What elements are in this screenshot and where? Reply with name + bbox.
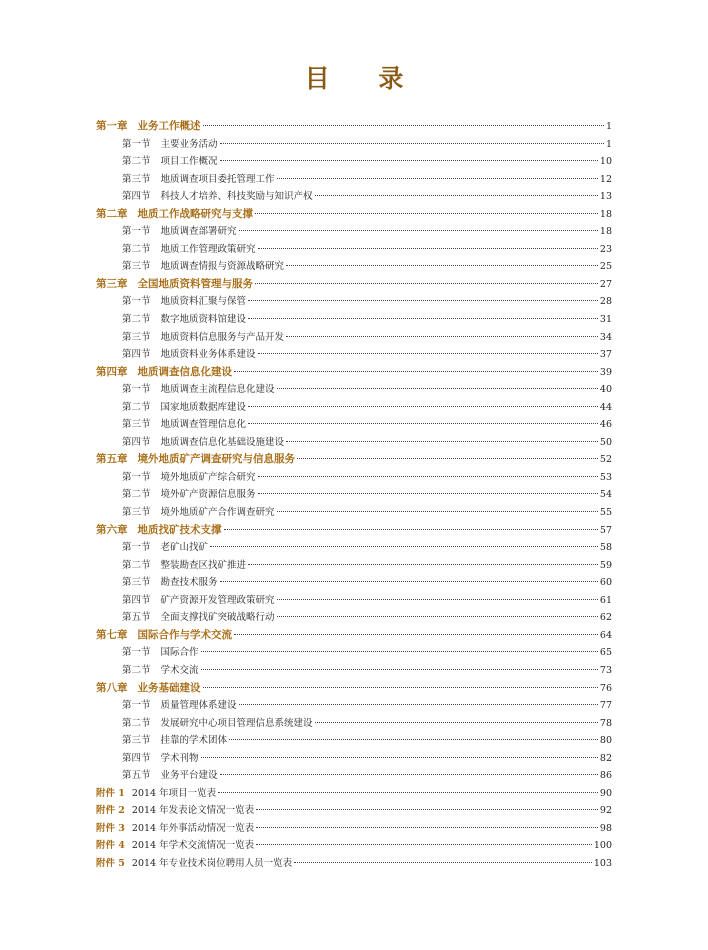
toc-section-row[interactable] [96,381,612,399]
toc-section-row[interactable] [96,136,612,154]
toc-chapter-row[interactable] [96,680,612,698]
toc-entry-label [122,574,218,592]
dot-leader [277,388,598,389]
toc-entry-label [96,680,201,698]
toc-page-number: 37 [599,349,612,361]
toc-entry-label [122,416,246,434]
toc-page-number: 57 [599,524,612,536]
toc-entry-number: 第一节 [122,384,151,396]
toc-entry-number: 第二节 [122,664,151,676]
toc-chapter-row[interactable] [96,451,612,469]
toc-entry-number: 附件 2 [96,805,125,817]
toc-entry-number: 第三节 [122,173,151,185]
dot-leader [218,792,598,793]
toc-page-number: 55 [599,507,612,519]
toc-entry-number: 附件 1 [96,787,125,799]
toc-page-number: 10 [599,156,612,168]
toc-entry-number: 第一节 [122,138,151,150]
toc-entry-title: 业务工作概述 [137,120,201,132]
toc-entry-number: 第四节 [122,191,151,203]
toc-entry-label [96,802,254,820]
dot-leader [277,178,598,179]
toc-entry-title: 地质资料汇聚与保管 [160,296,247,308]
toc-page-number: 52 [599,454,612,466]
toc-entry-label [122,434,284,452]
toc-section-row[interactable] [96,241,612,259]
toc-entry-label [122,644,199,662]
toc-entry-title: 矿产资源开发管理政策研究 [160,594,275,606]
toc-page-number: 54 [599,489,612,501]
toc-section-row[interactable] [96,311,612,329]
toc-section-row[interactable] [96,609,612,627]
toc-section-row[interactable] [96,346,612,364]
toc-entry-label [122,329,284,347]
toc-section-row[interactable] [96,767,612,785]
toc-entry-title: 地质工作战略研究与支撑 [137,207,253,220]
toc-entry-number: 第二节 [122,559,151,571]
toc-entry-label [96,627,232,645]
toc-page-number: 31 [599,314,612,326]
toc-entry-number: 第三节 [122,577,151,589]
toc-page-number: 82 [599,752,612,764]
dot-leader [256,844,592,845]
toc-entry-label [96,820,254,838]
toc-entry-label [122,188,313,206]
dot-leader [234,371,598,372]
dot-leader [201,669,598,670]
toc-entry-number: 第二节 [122,243,151,255]
toc-entry-number: 第五节 [122,770,151,782]
toc-entry-number: 第一节 [122,647,151,659]
page-title: 目 录 [304,64,424,93]
toc-appendix-row[interactable] [96,785,612,803]
table-of-contents [96,118,612,873]
toc-entry-title: 地质调查管理信息化 [160,419,247,431]
toc-section-row[interactable] [96,539,612,557]
toc-entry-number: 第四节 [122,594,151,606]
dot-leader [315,722,598,723]
toc-entry-title: 勘查技术服务 [160,577,218,589]
toc-section-row[interactable] [96,223,612,241]
toc-entry-title: 学术交流 [160,664,199,676]
toc-entry-label [122,346,256,364]
toc-entry-label [96,837,254,855]
dot-leader [229,739,598,740]
toc-page-number: 34 [599,331,612,343]
toc-page-number: 13 [599,191,612,203]
dot-leader [239,704,598,705]
toc-entry-label [96,276,253,294]
dot-leader [255,283,598,284]
toc-page-number: 103 [593,857,612,869]
toc-entry-number: 第二节 [122,156,151,168]
toc-chapter-row[interactable] [96,118,612,136]
toc-page-number: 76 [599,682,612,694]
dot-leader [286,265,598,266]
toc-section-row[interactable] [96,486,612,504]
toc-entry-title: 老矿山找矿 [160,542,209,554]
toc-page-number: 27 [599,278,612,290]
toc-entry-title: 国际合作 [160,647,199,659]
toc-entry-title: 地质工作管理政策研究 [160,243,256,255]
toc-page-number: 12 [599,173,612,185]
toc-entry-title: 数字地质资料馆建设 [160,314,247,326]
toc-entry-number: 第四节 [122,436,151,448]
toc-entry-number: 第四章 [96,365,128,378]
toc-page-number: 62 [599,612,612,624]
toc-appendix-row[interactable] [96,855,612,873]
toc-entry-title: 科技人才培养、科技奖励与知识产权 [160,191,313,203]
toc-page-number: 59 [599,559,612,571]
toc-appendix-row[interactable] [96,837,612,855]
toc-entry-number: 第四节 [122,349,151,361]
toc-page-number: 100 [593,840,612,852]
dot-leader [239,230,598,231]
toc-entry-title: 国家地质数据库建设 [160,401,247,413]
dot-leader [286,336,598,337]
toc-chapter-row[interactable] [96,276,612,294]
toc-entry-number: 第三节 [122,419,151,431]
dot-leader [201,651,598,652]
toc-page-number: 1 [605,121,612,132]
toc-entry-number: 第三节 [122,735,151,747]
toc-entry-label [122,557,246,575]
toc-entry-label [122,750,199,768]
toc-entry-title: 2014 年专业技术岗位聘用人员一览表 [131,857,293,869]
toc-section-row[interactable] [96,697,612,715]
toc-entry-title: 2014 年发表论文情况一览表 [131,805,255,817]
toc-chapter-row[interactable] [96,522,612,540]
toc-entry-number: 第六章 [96,523,128,536]
toc-entry-label [96,785,216,803]
toc-page-number: 92 [599,805,612,817]
toc-entry-number: 第七章 [96,628,128,641]
toc-entry-title: 境外地质矿产调查研究与信息服务 [137,453,295,466]
dot-leader [258,353,598,354]
dot-leader [294,862,592,863]
toc-entry-title: 地质调查项目委托管理工作 [160,173,275,185]
toc-entry-label [122,311,246,329]
toc-appendix-row[interactable] [96,802,612,820]
toc-section-row[interactable] [96,171,612,189]
toc-entry-label [122,258,284,276]
toc-entry-label [122,153,218,171]
toc-entry-number: 第五节 [122,612,151,624]
toc-section-row[interactable] [96,750,612,768]
dot-leader [203,687,598,688]
dot-leader [220,774,598,775]
toc-entry-number: 附件 4 [96,840,125,852]
toc-entry-title: 境外地质矿产合作调查研究 [160,507,275,519]
toc-section-row[interactable] [96,557,612,575]
dot-leader [220,143,604,144]
toc-section-row[interactable] [96,644,612,662]
dot-leader [248,564,598,565]
toc-page-number: 40 [599,384,612,396]
toc-entry-title: 地质调查信息化建设 [137,365,232,378]
toc-entry-label [122,136,218,154]
dot-leader [258,493,598,494]
toc-page-number: 18 [599,226,612,238]
toc-page-number: 25 [599,261,612,273]
toc-section-row[interactable] [96,574,612,592]
toc-section-row[interactable] [96,258,612,276]
toc-entry-title: 业务基础建设 [137,681,201,694]
dot-leader [224,529,598,530]
toc-entry-number: 第二节 [122,489,151,501]
toc-entry-number: 第一节 [122,471,151,483]
dot-leader [248,318,598,319]
toc-entry-number: 第一章 [96,120,128,132]
toc-entry-title: 全国地质资料管理与服务 [137,277,253,290]
toc-entry-title: 挂靠的学术团体 [160,735,228,747]
toc-entry-number: 第五章 [96,453,128,466]
toc-section-row[interactable] [96,399,612,417]
toc-section-row[interactable] [96,153,612,171]
toc-section-row[interactable] [96,592,612,610]
toc-page-number: 90 [599,787,612,799]
toc-entry-label [96,522,222,540]
toc-page-number: 23 [599,243,612,255]
toc-entry-label [96,364,232,382]
toc-entry-title: 2014 年学术交流情况一览表 [131,840,255,852]
toc-entry-label [122,732,227,750]
toc-entry-label [122,381,275,399]
toc-entry-label [122,592,275,610]
toc-page-number: 64 [599,629,612,641]
toc-entry-title: 境外矿产资源信息服务 [160,489,256,501]
dot-leader [256,809,598,810]
toc-entry-label [96,118,201,136]
toc-section-row[interactable] [96,715,612,733]
toc-entry-number: 附件 3 [96,822,125,834]
toc-entry-number: 第三节 [122,507,151,519]
toc-entry-number: 第四节 [122,752,151,764]
toc-entry-title: 整装勘查区找矿推进 [160,559,247,571]
toc-page-number: 28 [599,296,612,308]
toc-section-row[interactable] [96,469,612,487]
dot-leader [286,441,598,442]
toc-entry-number: 第一节 [122,296,151,308]
toc-entry-title: 项目工作概况 [160,156,218,168]
toc-entry-title: 业务平台建设 [160,770,218,782]
toc-page-number: 73 [599,664,612,676]
toc-page-number: 80 [599,735,612,747]
toc-entry-title: 地质调查主流程信息化建设 [160,384,275,396]
toc-entry-label [122,697,237,715]
toc-page-number: 50 [599,436,612,448]
toc-section-row[interactable] [96,329,612,347]
toc-entry-label [122,223,237,241]
dot-leader [248,423,598,424]
toc-entry-title: 全面支撑找矿突破战略行动 [160,612,275,624]
toc-section-row[interactable] [96,434,612,452]
toc-appendix-row[interactable] [96,820,612,838]
toc-entry-number: 第一节 [122,226,151,238]
toc-entry-label [122,469,256,487]
dot-leader [277,511,598,512]
toc-entry-number: 第八章 [96,681,128,694]
toc-entry-label [122,609,275,627]
toc-entry-title: 发展研究中心项目管理信息系统建设 [160,717,313,729]
toc-page-number: 58 [599,542,612,554]
toc-page-number: 1 [605,138,612,150]
toc-section-row[interactable] [96,662,612,680]
toc-page-number: 46 [599,419,612,431]
toc-section-row[interactable] [96,188,612,206]
dot-leader [256,827,598,828]
toc-entry-label [122,715,313,733]
toc-entry-number: 第三节 [122,331,151,343]
dot-leader [248,406,598,407]
dot-leader [277,616,598,617]
toc-entry-label [122,486,256,504]
toc-entry-label [96,451,295,469]
toc-entry-title: 学术刊物 [160,752,199,764]
dot-leader [277,599,598,600]
dot-leader [255,213,598,214]
dot-leader [220,160,598,161]
dot-leader [258,476,598,477]
dot-leader [315,195,598,196]
toc-entry-title: 2014 年外事活动情况一览表 [131,822,255,834]
toc-page-number: 60 [599,577,612,589]
toc-page-number: 65 [599,647,612,659]
dot-leader [248,300,598,301]
toc-page-number: 86 [599,770,612,782]
toc-entry-title: 地质找矿技术支撑 [137,523,222,536]
toc-chapter-row[interactable] [96,206,612,224]
toc-page-number: 77 [599,700,612,712]
toc-entry-title: 境外地质矿产综合研究 [160,471,256,483]
toc-page-number: 39 [599,366,612,378]
dot-leader [220,581,598,582]
dot-leader [203,125,604,126]
toc-entry-number: 第二节 [122,717,151,729]
toc-page-number: 44 [599,401,612,413]
toc-entry-label [122,293,246,311]
toc-entry-label [122,539,208,557]
toc-entry-number: 第一节 [122,542,151,554]
toc-entry-label [122,171,275,189]
toc-entry-title: 2014 年项目一览表 [131,787,217,799]
toc-chapter-row[interactable] [96,627,612,645]
toc-page-number: 61 [599,594,612,606]
dot-leader [258,248,598,249]
toc-entry-label [122,767,218,785]
toc-entry-label [122,399,246,417]
toc-section-row[interactable] [96,504,612,522]
toc-entry-label [96,855,292,873]
toc-entry-number: 第二节 [122,314,151,326]
toc-entry-label [122,241,256,259]
dot-leader [234,634,598,635]
dot-leader [210,546,598,547]
toc-chapter-row[interactable] [96,364,612,382]
toc-entry-label [122,662,199,680]
dot-leader [297,458,598,459]
toc-entry-title: 质量管理体系建设 [160,700,237,712]
toc-section-row[interactable] [96,293,612,311]
toc-entry-number: 附件 5 [96,857,125,869]
toc-entry-number: 第二节 [122,401,151,413]
dot-leader [201,757,598,758]
toc-entry-title: 地质资料信息服务与产品开发 [160,331,285,343]
toc-entry-title: 国际合作与学术交流 [137,628,232,641]
toc-entry-title: 地质调查信息化基础设施建设 [160,436,285,448]
toc-page-number: 98 [599,822,612,834]
toc-entry-number: 第三节 [122,261,151,273]
toc-entry-label [122,504,275,522]
toc-entry-number: 第二章 [96,207,128,220]
toc-section-row[interactable] [96,732,612,750]
toc-entry-title: 主要业务活动 [160,138,218,150]
toc-page-number: 18 [599,208,612,220]
toc-entry-title: 地质调查部署研究 [160,226,237,238]
toc-entry-title: 地质资料业务体系建设 [160,349,256,361]
toc-entry-title: 地质调查情报与资源战略研究 [160,261,285,273]
toc-section-row[interactable] [96,416,612,434]
toc-entry-number: 第三章 [96,277,128,290]
toc-page-number: 53 [599,471,612,483]
toc-page-number: 78 [599,717,612,729]
toc-entry-number: 第一节 [122,700,151,712]
toc-entry-label [96,206,253,224]
